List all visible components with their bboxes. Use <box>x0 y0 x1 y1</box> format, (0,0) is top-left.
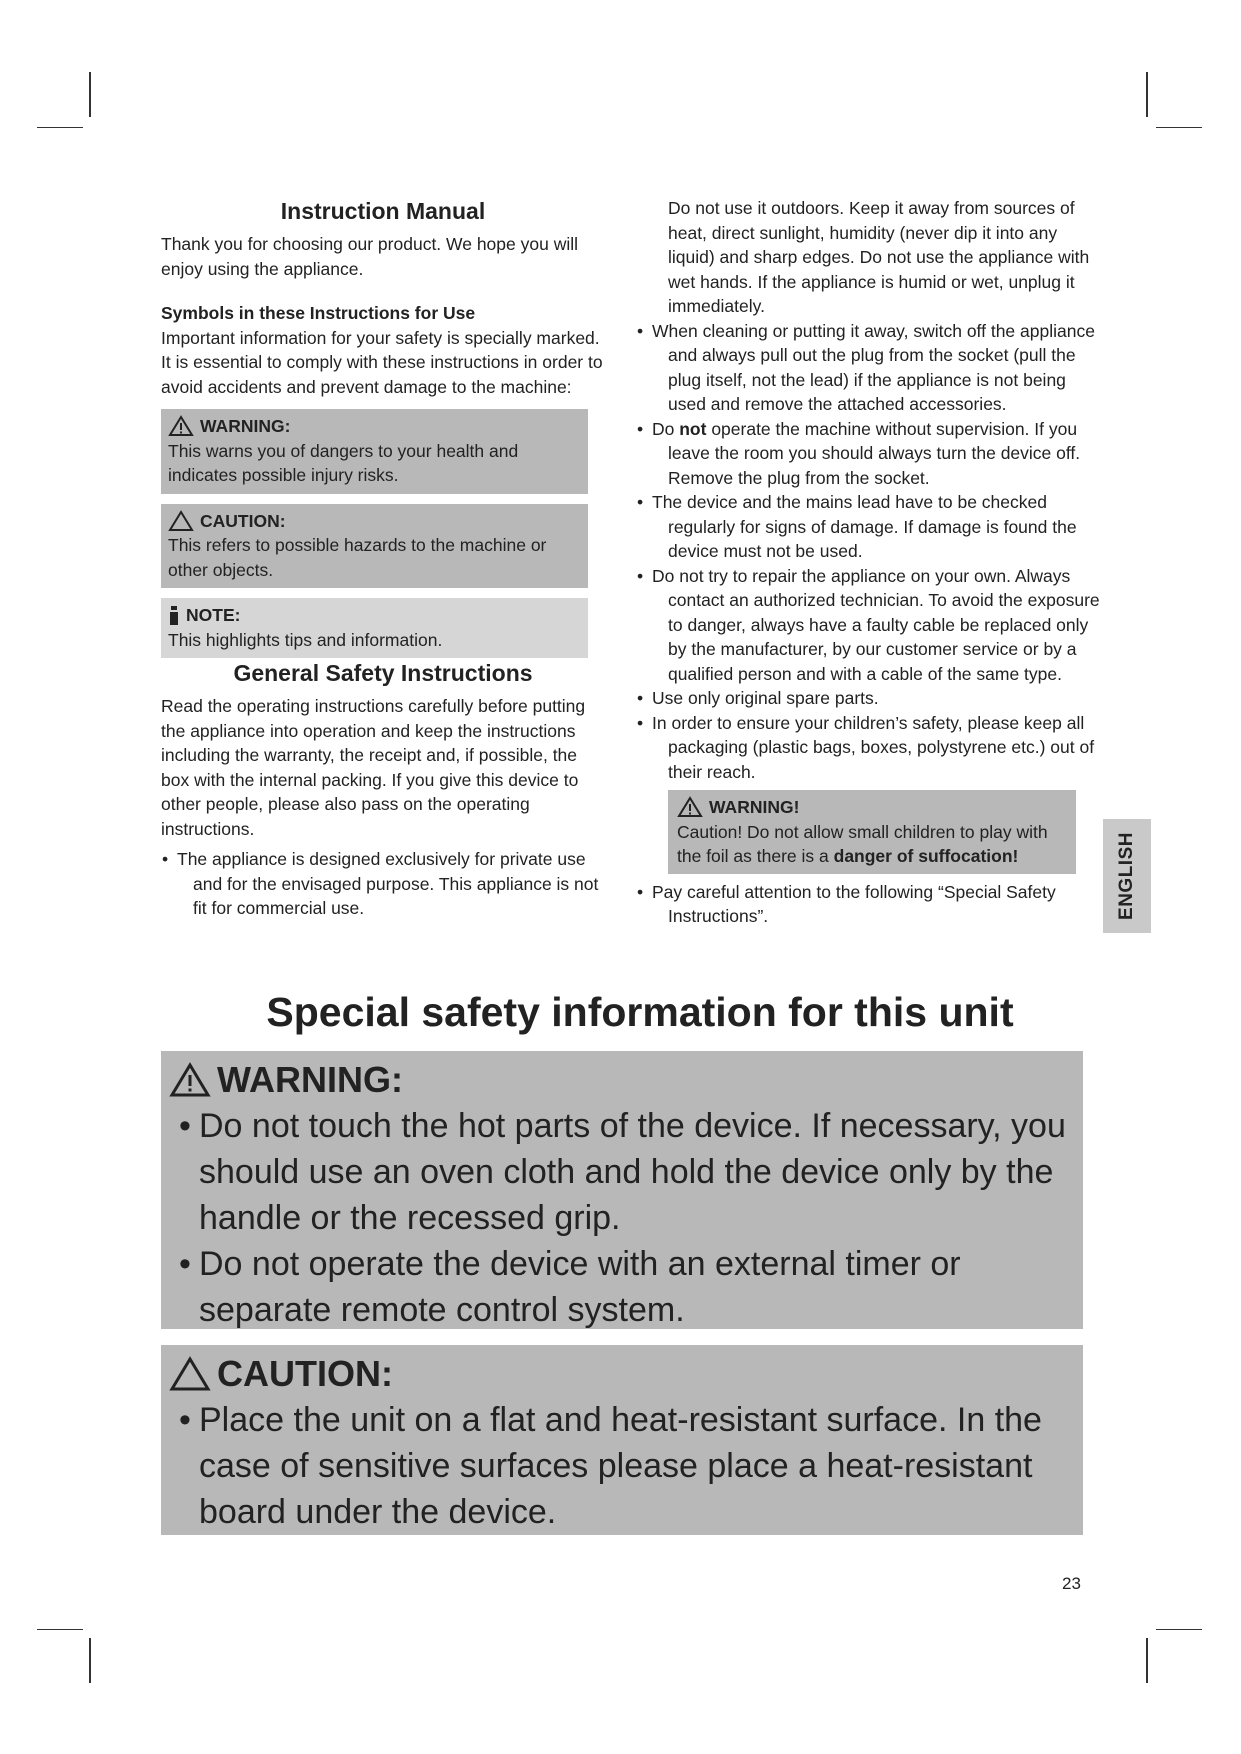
right-column <box>636 196 1106 929</box>
caution-triangle-icon <box>168 510 194 532</box>
warning-text: Caution! Do not allow small children to play with the foil as there is a danger of suffocation! <box>677 821 1048 866</box>
caution-text: This refers to possible hazards to the machine or other objects. <box>168 535 547 580</box>
warning-box <box>161 409 588 494</box>
suffocation-warning-box <box>668 790 1076 874</box>
page-number: 23 <box>1062 1574 1081 1593</box>
language-tab <box>1103 819 1151 933</box>
list-item: • Place the unit on a flat and heat-resistant surface. In the case of sensitive surfaces please place a heat-resistant board under the device. <box>169 1397 1099 1535</box>
warning-label: WARNING! <box>709 797 800 817</box>
crop-mark <box>1146 1638 1148 1683</box>
warning-triangle-icon <box>169 1062 211 1098</box>
language-label: ENGLISH <box>1116 832 1138 920</box>
special-warning-box <box>161 1051 1083 1329</box>
caution-triangle-icon <box>169 1356 211 1392</box>
crop-mark <box>37 127 83 128</box>
list-item: • The appliance is designed exclusively for private use and for the envisaged purpose. This appliance is not fit for commercial use. <box>161 847 605 921</box>
list-item: • When cleaning or putting it away, switch off the appliance and always pull out the plug from the socket (pull the plug itself, not the lead) if the appliance is not being used and remove the attached accessories. <box>636 319 1106 417</box>
list-item: • Do not operate the device with an external timer or separate remote control system. <box>169 1241 1099 1333</box>
warning-text: This warns you of dangers to your health and indicates possible injury risks. <box>168 440 519 485</box>
note-label: NOTE: <box>186 605 241 625</box>
list-item: • Do not try to repair the appliance on your own. Always contact an authorized technician. To avoid the exposure to danger, always have a faulty cable be replaced only by the manufacturer, by our customer service or by a qualified person and with a cable of the same type. <box>636 564 1106 687</box>
list-item: • Pay careful attention to the following “Special Safety Instructions”. <box>636 880 1106 929</box>
warning-label: WARNING: <box>200 416 291 436</box>
crop-mark <box>89 1638 91 1683</box>
crop-mark <box>1156 127 1202 128</box>
special-safety-title: Special safety information for this unit <box>266 989 1014 1035</box>
caution-label: CAUTION: <box>217 1353 393 1394</box>
caution-label: CAUTION: <box>200 510 286 531</box>
symbols-heading: Symbols in these Instructions for Use <box>161 303 476 323</box>
special-caution-box <box>161 1345 1083 1535</box>
crop-mark <box>89 72 91 117</box>
warning-triangle-icon <box>677 796 703 818</box>
intro-text: Thank you for choosing our product. We hope you will enjoy using the appliance. <box>161 234 578 279</box>
info-icon <box>168 604 180 626</box>
crop-mark <box>1146 72 1148 117</box>
list-item: • Use only original spare parts. <box>636 686 1106 711</box>
crop-mark <box>37 1629 83 1630</box>
list-item: • Do not touch the hot parts of the device. If necessary, you should use an oven cloth and hold the device only by the handle or the recessed grip. <box>169 1103 1099 1241</box>
list-item: • In order to ensure your children’s safety, please keep all packaging (plastic bags, boxes, polystyrene etc.) out of their reach. <box>636 711 1106 785</box>
caution-box <box>161 504 588 589</box>
warning-triangle-icon <box>168 415 194 437</box>
general-text: Read the operating instructions carefully before putting the appliance into operation and keep the instructions including the warranty, the receipt and, if possible, the box with the internal packing. If you give this device to other people, please also pass on the operating instructions. <box>161 696 586 839</box>
continued-text: Do not use it outdoors. Keep it away from sources of heat, direct sunlight, humidity (never dip it into any liquid) and sharp edges. Do not use the appliance with wet hands. If the appliance is humid or wet, unplug it immediately. <box>668 198 1090 316</box>
note-text: This highlights tips and information. <box>168 629 443 650</box>
manual-title: Instruction Manual <box>280 198 486 224</box>
general-safety-title: General Safety Instructions <box>233 660 533 686</box>
crop-mark <box>1156 1629 1202 1630</box>
list-item: • Do not operate the machine without supervision. If you leave the room you should always turn the device off. Remove the plug from the socket. <box>636 417 1106 491</box>
symbols-text: Important information for your safety is specially marked. It is essential to comply with these instructions in order to avoid accidents and prevent damage to the machine: <box>161 327 603 397</box>
warning-label: WARNING: <box>217 1059 403 1100</box>
list-item: • The device and the mains lead have to be checked regularly for signs of damage. If damage is found the device must not be used. <box>636 490 1106 564</box>
note-box <box>161 598 588 658</box>
left-column <box>161 196 605 921</box>
